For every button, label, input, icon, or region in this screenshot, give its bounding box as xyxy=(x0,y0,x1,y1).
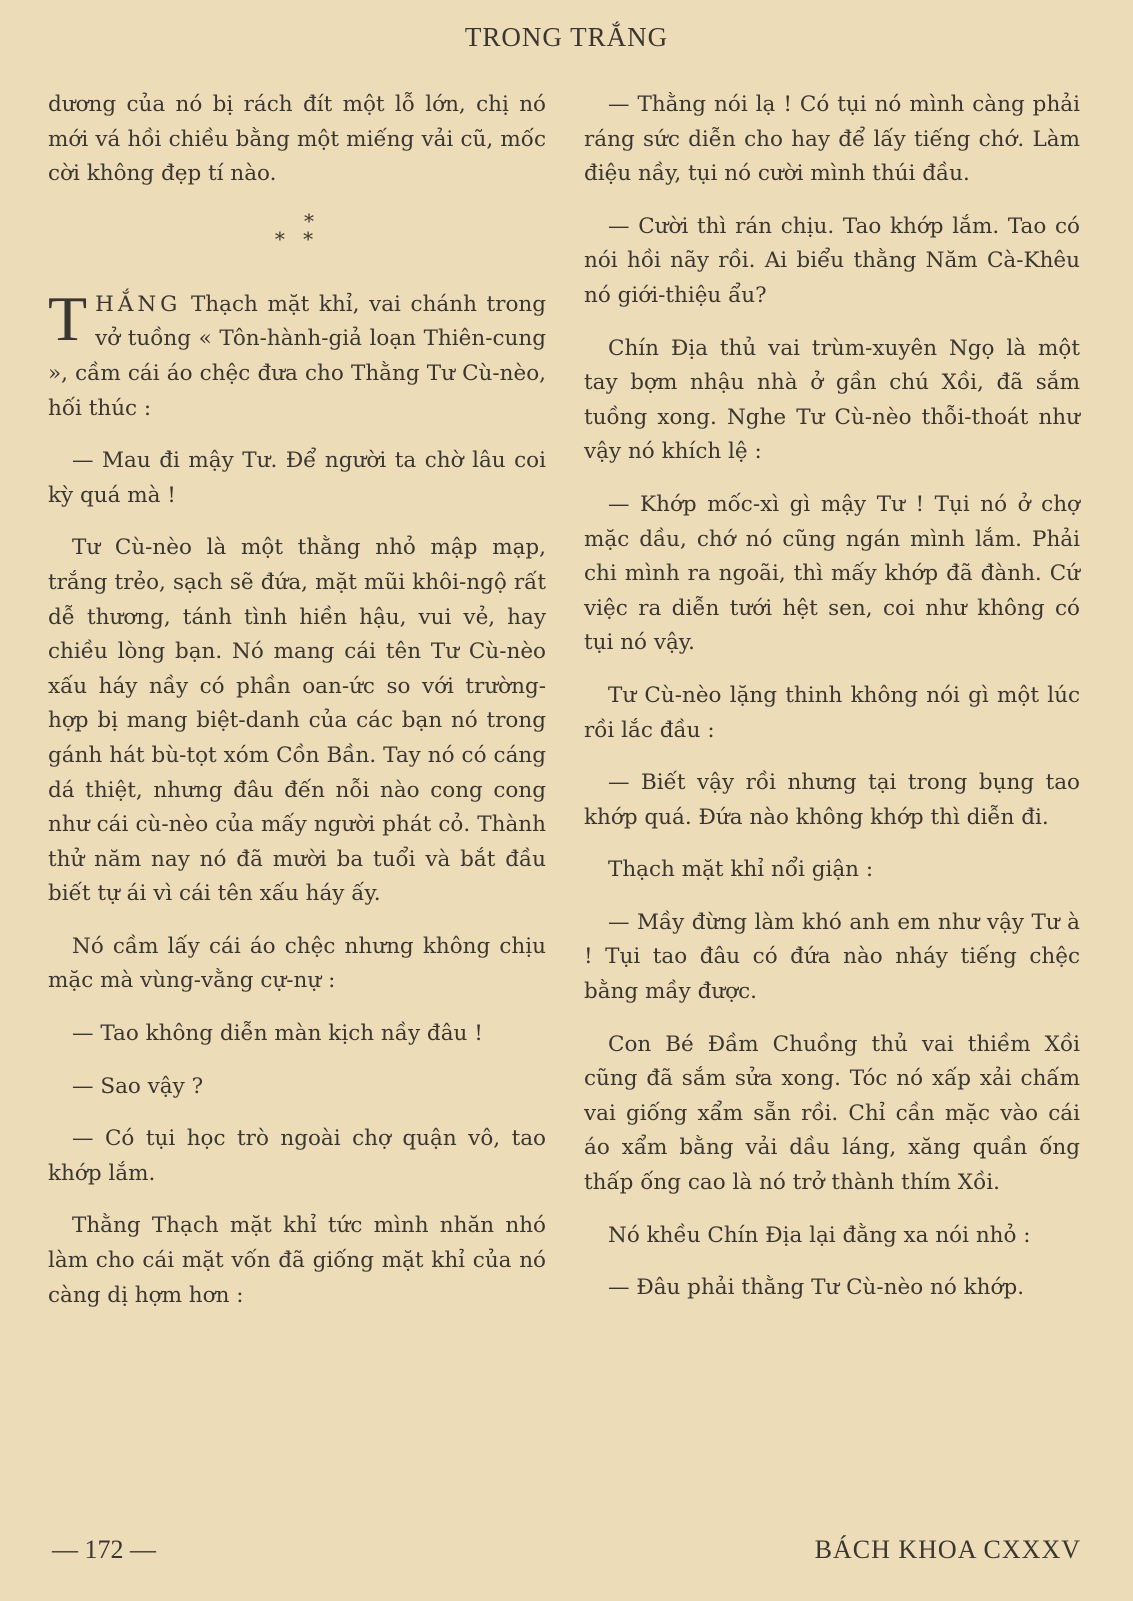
paragraph: — Có tụi học trò ngoài chợ quận vô, tao khớp lắm. xyxy=(48,1126,546,1186)
right-column xyxy=(584,88,1080,1324)
paragraph: dương của nó bị rách đít một lỗ lớn, chị nó mới vá hồi chiều bằng một miếng vải cũ, mốc cời không đẹp tí nào. xyxy=(48,92,546,187)
paragraph: — Sao vậy ? xyxy=(72,1073,204,1099)
paragraph: Tư Cù-nèo lặng thinh không nói gì một lúc rồi lắc đầu : xyxy=(584,682,1080,743)
paragraph-opening xyxy=(48,282,546,426)
paragraph: — Thằng nói lạ ! Có tụi nó mình càng phải ráng sức diễn cho hay để lấy tiếng chớ. Làm điệu nầy, tụi nó cười mình thúi đầu. xyxy=(584,92,1080,187)
lead-in: HẮNG xyxy=(95,291,182,317)
paragraph: Thằng Thạch mặt khỉ tức mình nhăn nhó làm cho cái mặt vốn đã giống mặt khỉ của nó càng dị hợm hơn : xyxy=(48,1213,546,1308)
paragraph: — Mau đi mậy Tư. Để người ta chờ lâu coi kỳ quá mà ! xyxy=(48,448,546,508)
paragraph: — Mầy đừng làm khó anh em như vậy Tư à ! Tụi tao đâu có đứa nào nháy tiếng chệc bằng mầy được. xyxy=(584,909,1080,1005)
paragraph: — Khớp mốc-xì gì mậy Tư ! Tụi nó ở chợ mặc dầu, chớ nó cũng ngán mình lắm. Phải chi mình ra ngoãi, thì mấy khớp đã đành. Cứ việc ra diễn tưới hệt sen, coi như không có tụi nó vậy. xyxy=(584,491,1080,656)
paragraph: Con Bé Đầm Chuồng thủ vai thiềm Xồi cũng đã sắm sửa xong. Tóc nó xấp xải chấm vai giống xẩm sẵn rồi. Chỉ cần mặc vào cái áo xẩm bằng vải dầu láng, xăng quần ống thấp ống cao là nó trở thành thím Xồi. xyxy=(584,1031,1080,1196)
paragraph: Tư Cù-nèo là một thằng nhỏ mập mạp, trắng trẻo, sạch sẽ đứa, mặt mũi khôi-ngộ rất dễ thương, tánh tình hiền hậu, vui vẻ, hay chiều lòng bạn. Nó mang cái tên Tư Cù-nèo xấu háy nầy có phần oan-ức so với trường-hợp bị mang biệt-danh của các bạn nó trong gánh hát bù-tọt xóm Cồn Bần. Tay nó có cáng dá thiệt, nhưng đâu đến nỗi nào cong cong như cái cù-nèo của mấy người phát cỏ. Thành thử năm nay nó đã mười ba tuổi và bắt đầu biết tự ái vì cái tên xấu háy ấy. xyxy=(48,535,546,907)
paragraph-text: Thạch mặt khỉ, vai chánh trong vở tuồng « Tôn-hành-giả loạn Thiên-cung », cầm cái áo chệc đưa cho Thằng Tư Cù-nèo, hối thúc : xyxy=(48,291,546,421)
drop-cap: T xyxy=(48,282,88,354)
paragraph: Thạch mặt khỉ nổi giận : xyxy=(608,857,874,883)
asterisk-top: * xyxy=(304,208,320,233)
paragraph: — Đâu phải thằng Tư Cù-nèo nó khớp. xyxy=(608,1275,1025,1301)
paragraph: Nó khều Chín Địa lại đằng xa nói nhỏ : xyxy=(608,1222,1031,1248)
page-number: — 172 — xyxy=(52,1535,156,1564)
paragraph: — Biết vậy rồi nhưng tại trong bụng tao khớp quá. Đứa nào không khớp thì diễn đi. xyxy=(584,770,1080,830)
paragraph: — Cười thì rán chịu. Tao khớp lắm. Tao có nói hồi nãy rồi. Ai biểu thằng Năm Cà-Khêu nó giới-thiệu ẩu? xyxy=(584,213,1080,308)
running-head-title: TRONG TRẮNG xyxy=(464,22,669,52)
paragraph: Nó cầm lấy cái áo chệc nhưng không chịu mặc mà vùng-vằng cự-nự : xyxy=(48,933,546,994)
paragraph: — Tao không diễn màn kịch nầy đâu ! xyxy=(72,1021,483,1047)
paragraph: Chín Địa thủ vai trùm-xuyên Ngọ là một tay bợm nhậu nhà ở gần chú Xồi, đã sắm tuồng xong. Nghe Tư Cù-nèo thỗi-thoát như vậy nó khích lệ : xyxy=(584,335,1080,465)
section-break-asterisks xyxy=(48,208,546,251)
publication-name: BÁCH KHOA CXXXV xyxy=(814,1535,1081,1564)
asterisk-bottom: * * xyxy=(274,226,320,251)
left-column xyxy=(48,88,546,1331)
